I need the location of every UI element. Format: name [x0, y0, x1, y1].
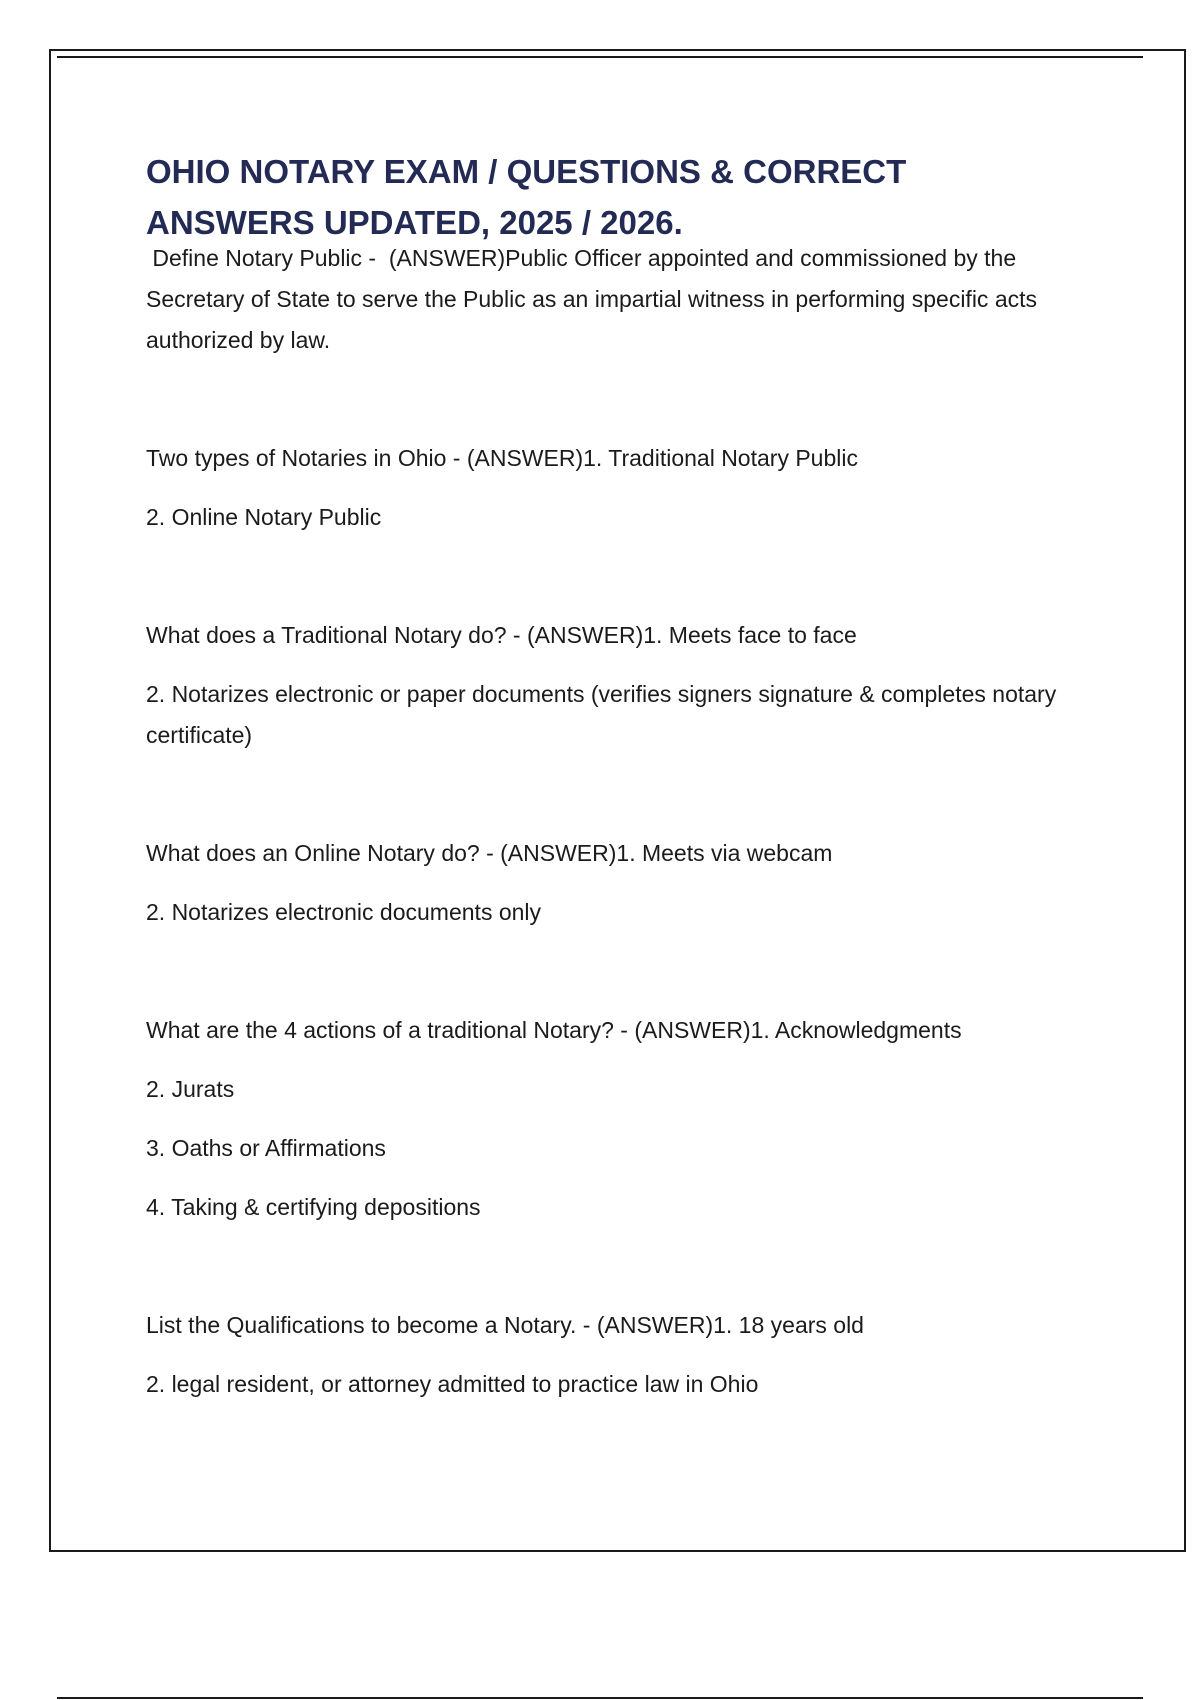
qa-item-qualifications: [146, 1305, 1086, 1405]
qa-line: 3. Oaths or Affirmations: [146, 1135, 386, 1161]
qa-item-online-notary: [146, 833, 1086, 933]
qa-line: 4. Taking & certifying depositions: [146, 1194, 481, 1220]
qa-line: What are the 4 actions of a traditional Notary? - (ANSWER)1. Acknowledgments: [146, 1017, 962, 1043]
document-title-line-2: ANSWERS UPDATED, 2025 / 2026.: [146, 204, 683, 241]
qa-line: 2. legal resident, or attorney admitted to practice law in Ohio: [146, 1371, 759, 1397]
qa-line: What does an Online Notary do? - (ANSWER)1. Meets via webcam: [146, 840, 833, 866]
qa-item-define-notary: [146, 238, 1086, 361]
qa-item-types-of-notaries: [146, 438, 1086, 538]
qa-line: 2. Jurats: [146, 1076, 235, 1102]
qa-line: What does a Traditional Notary do? - (ANSWER)1. Meets face to face: [146, 622, 857, 648]
qa-item-traditional-notary: [146, 615, 1086, 756]
document-body: [146, 146, 1086, 1405]
qa-line: List the Qualifications to become a Notary. - (ANSWER)1. 18 years old: [146, 1312, 864, 1338]
qa-line: 2. Notarizes electronic documents only: [146, 899, 542, 925]
qa-item-four-actions: [146, 1010, 1086, 1228]
qa-line: 2. Online Notary Public: [146, 504, 382, 530]
bottom-rule: [57, 1697, 1143, 1699]
qa-line: Define Notary Public - (ANSWER)Public Officer appointed and commissioned by the Secretary of State to serve the Public as an impartial witness in performing specific acts authorized by law.: [146, 245, 1044, 353]
qa-line: Two types of Notaries in Ohio - (ANSWER)1. Traditional Notary Public: [146, 445, 858, 471]
document-title-line-1: OHIO NOTARY EXAM / QUESTIONS & CORRECT: [146, 153, 907, 190]
document-title: [146, 146, 1086, 248]
qa-line: 2. Notarizes electronic or paper documents (verifies signers signature & completes notary certificate): [146, 681, 1057, 748]
